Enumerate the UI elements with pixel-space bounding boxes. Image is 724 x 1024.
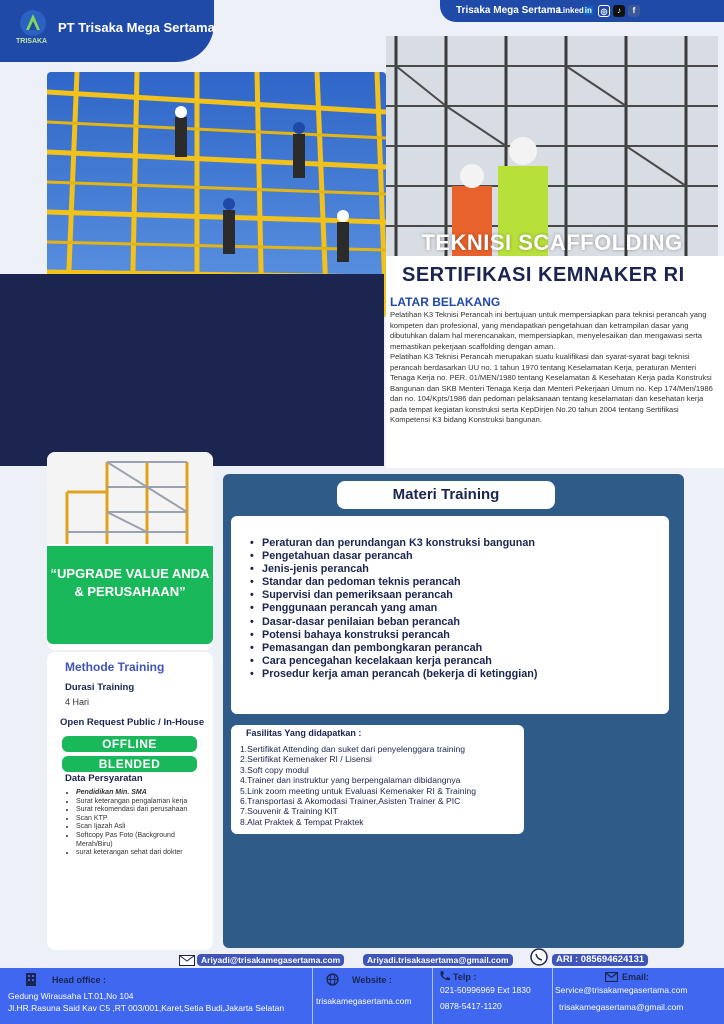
fasilitas-item: 3.Soft copy modul: [240, 764, 309, 775]
contact-email-1[interactable]: Ariyadi@trisakamegasertama.com: [197, 954, 344, 966]
blended-badge: BLENDED: [62, 756, 197, 772]
materi-item: • Pengetahuan dasar perancah: [262, 550, 537, 563]
social-account-name: Trisaka Mega Sertama: [456, 5, 562, 16]
fasilitas-heading: Fasilitas Yang didapatkan :: [246, 728, 362, 738]
scaffold-tower-photo: [47, 452, 213, 544]
methode-heading: Methode Training: [65, 660, 165, 674]
requirement-item: • Pendidikan Min. SMA: [76, 789, 206, 798]
background-text: [390, 310, 718, 426]
fasilitas-item: 8.Alat Praktek & Tempat Praktek: [240, 816, 364, 827]
tiktok-icon[interactable]: ♪: [613, 5, 625, 17]
background-paragraph-1: Pelatihan K3 Teknisi Perancah ini bertujuan untuk mempersiapkan para teknisi perancah yang kompeten dan profesional, yang mendapatkan pengetahuan dan ketrampilan dasar yang dibutuhkan dalam hal merencanakan, mempersiapkan, menyelesaikan dan mengawasi serta memastikan pekerjaan scaffolding dengan aman.: [390, 310, 707, 351]
fasilitas-item: 2.Sertifikat Kemenaker RI / Lisensi: [240, 754, 372, 765]
fasilitas-list: [240, 744, 476, 827]
request-type-label: Open Request Public / In-House: [60, 717, 205, 728]
website-label: Website :: [352, 975, 392, 985]
logo-wordmark: TRISAKA: [16, 38, 48, 45]
duration-value: 4 Hari: [65, 697, 90, 707]
mail-icon: [179, 955, 195, 966]
footer-email-2[interactable]: trisakamegasertama@gmail.com: [559, 1002, 684, 1012]
address-line-2: Jl.HR.Rasuna Said Kav C5 ,RT 003/001,Karet,Setia Budi,Jakarta Selatan: [8, 1003, 285, 1013]
linkedin-icon[interactable]: Linkedin: [558, 6, 592, 15]
requirement-item: • Scan KTP: [76, 815, 206, 824]
telp-label: Telp :: [453, 972, 477, 982]
email-icon: [605, 972, 618, 982]
contact-email-2[interactable]: Ariyadi.trisakasertama@gmail.com: [363, 954, 513, 966]
footer-email-1[interactable]: Service@trisakamegasertama.com: [555, 985, 688, 995]
requirements-list: [66, 789, 206, 858]
telp-number-1[interactable]: 021-50996969 Ext 1830: [440, 985, 531, 995]
scaffolding-site-photo: [386, 36, 718, 256]
fasilitas-item: 6.Transportasi & Akomodasi Trainer,Asisten Trainer & PIC: [240, 796, 461, 807]
requirement-item: • surat keterangan sehat dari dokter: [76, 849, 206, 858]
address-line-1: Gedung Wirausaha LT.01,No 104: [8, 991, 134, 1001]
facebook-icon[interactable]: f: [628, 5, 640, 17]
fasilitas-item: 7.Souvenir & Training KIT: [240, 806, 338, 817]
contact-phone[interactable]: ARI : 085694624131: [552, 954, 648, 966]
materi-item: • Cara pencegahan kecelakaan kerja perancah: [262, 655, 537, 668]
fasilitas-item: 4.Trainer dan instruktur yang berpengalaman dibidangnya: [240, 775, 461, 786]
materi-item: • Pemasangan dan pembongkaran perancah: [262, 642, 537, 655]
footer-divider: [552, 968, 553, 1024]
social-tab: [440, 0, 724, 22]
email-label: Email:: [622, 972, 650, 982]
materi-item: • Penggunaan perancah yang aman: [262, 602, 537, 615]
phone-icon: [439, 970, 451, 982]
materi-item: • Supervisi dan pemeriksaan perancah: [262, 589, 537, 602]
footer-divider: [432, 968, 433, 1024]
company-logo-icon: [18, 8, 48, 38]
duration-label: Durasi Training: [65, 682, 135, 693]
materi-item: • Dasar-dasar penilaian beban perancah: [262, 616, 537, 629]
globe-icon: [326, 973, 339, 986]
offline-badge: OFFLINE: [62, 736, 197, 752]
company-name: PT Trisaka Mega Sertama: [58, 20, 215, 35]
fasilitas-item: 1.Sertifikat Attending dan suket dari penyelenggara training: [240, 744, 466, 754]
materi-list: [262, 537, 537, 681]
requirements-heading: Data Persyaratan: [65, 773, 143, 784]
fasilitas-item: 5.Link zoom meeting untuk Evaluasi Kemenaker RI & Training: [240, 785, 476, 796]
footer-divider: [312, 968, 313, 1024]
instagram-icon[interactable]: ◎: [598, 5, 610, 17]
telp-number-2[interactable]: 0878-5417-1120: [440, 1001, 502, 1011]
course-title: TEKNISI SCAFFOLDING: [421, 230, 683, 255]
background-heading: LATAR BELAKANG: [390, 295, 501, 309]
course-subtitle: SERTIFIKASI KEMNAKER RI: [402, 264, 685, 286]
materi-item: • Peraturan dan perundangan K3 konstruksi bangunan: [262, 537, 537, 550]
materi-item: • Prosedur kerja aman perancah (bekerja di ketinggian): [262, 668, 537, 681]
building-icon: [24, 972, 38, 986]
materi-item: • Jenis-jenis perancah: [262, 563, 537, 576]
requirement-item: • Surat rekomendasi dari perusahaan: [76, 806, 206, 815]
requirement-item: • Softcopy Pas Foto (Background Merah/Biru): [76, 832, 206, 849]
website-link[interactable]: trisakamegasertama.com: [316, 996, 412, 1006]
whatsapp-icon: [530, 948, 548, 966]
requirement-item: • Surat keterangan pengalaman kerja: [76, 798, 206, 807]
materi-item: • Potensi bahaya konstruksi perancah: [262, 629, 537, 642]
upgrade-quote: “UPGRADE VALUE ANDA & PERUSAHAAN”: [50, 566, 210, 599]
requirement-item: • Scan Ijazah Asli: [76, 823, 206, 832]
materi-title: Materi Training: [337, 481, 555, 509]
dark-accent-panel: [0, 274, 384, 466]
head-office-label: Head office :: [52, 975, 107, 985]
background-paragraph-2: Pelatihan K3 Teknisi Perancah merupakan suatu kualifikasi dan syarat-syarat bagi teknisi perancah berdasarkan UU no. 1 tahun 1970 tentang Keselamatan Kerja, peraturan Menteri Tenaga Kerja no. PER. 01/MEN/1980 tentang Keselamatan & Kesehatan Kerja pada Konstruksi Bangunan dan SKB Menteri Tenaga Kerja dan Menteri Pekerjaan Umum no. Kep 174/Men/1986 dan no. 104/Kpts/1986 dan pedoman pelaksanaan tentang keselamatan dan kesehatan kerja pada tempat kegiatan konstruksi serta KepDirjen No.20 tahun 2004 tentang Sertifikasi Kompetensi K3 bidang Konstruksi bangunan.: [390, 352, 713, 424]
materi-item: • Standar dan pedoman teknis perancah: [262, 576, 537, 589]
